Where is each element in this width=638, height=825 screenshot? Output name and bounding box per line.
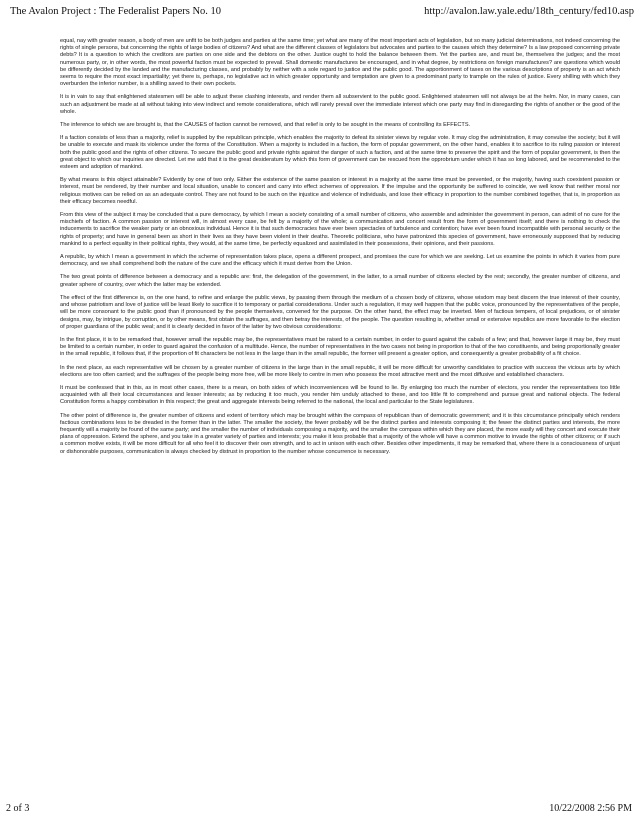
document-body <box>60 38 620 462</box>
paragraph: In the first place, it is to be remarked that, however small the republic may be, the representatives must be raised to a certain number, in order to guard against the cabals of a few; and that, however large it may be, they must be limited to a certain number, in order to guard against the confusion of a multitude. Hence, the number of representatives in the two cases not being in proportion to that of the two constituents, and being proportionally greater in the small republic, it follows that, if the proportion of fit characters be not less in the large than in the small republic, the former will present a greater option, and consequently a greater probability of a fit choice. <box>60 336 620 358</box>
paragraph: The inference to which we are brought is, that the CAUSES of faction cannot be removed, and that relief is only to be sought in the means of controlling its EFFECTS. <box>60 122 471 129</box>
print-timestamp: 10/22/2008 2:56 PM <box>549 803 632 814</box>
paragraph: It is in vain to say that enlightened statesmen will be able to adjust these clashing interests, and render them all subservient to the public good. Enlightened statesmen will not always be at the helm. Nor, in many cases, can such an adjustment be made at all without taking into view indirect and remote considerations, which will rarely prevail over the immediate interest which one party may find in disregarding the rights of another or the good of the whole. <box>60 94 620 115</box>
paragraph: A republic, by which I mean a government in which the scheme of representation takes place, opens a different prospect, and promises the cure for which we are seeking. Let us examine the points in which it varies from pure democracy, and we shall comprehend both the nature of the cure and the efficacy which it must derive from the Union. <box>60 254 620 268</box>
paragraph: The two great points of difference between a democracy and a republic are: first, the delegation of the government, in the latter, to a small number of citizens elected by the rest; secondly, the greater number of citizens, and greater sphere of country, over which the latter may be extended. <box>60 274 620 288</box>
page-header-url: http://avalon.law.yale.edu/18th_century/fed10.asp <box>424 6 634 17</box>
paragraph: If a faction consists of less than a majority, relief is supplied by the republican principle, which enables the majority to defeat its sinister views by regular vote. It may clog the administration, it may convulse the society; but it will be unable to execute and mask its violence under the forms of the Constitution. When a majority is included in a faction, the form of popular government, on the other hand, enables it to sacrifice to its ruling passion or interest both the public good and the rights of other citizens. To secure the public good and private rights against the danger of such a faction, and at the same time to preserve the spirit and the form of popular government, is then the great object to which our inquiries are directed. Let me add that it is the great desideratum by which this form of government can be rescued from the opprobrium under which it has so long labored, and be recommended to the esteem and adoption of mankind. <box>60 135 620 171</box>
paragraph: equal, nay with greater reason, a body of men are unfit to be both judges and parties at the same time; yet what are many of the most important acts of legislation, but so many judicial determinations, not indeed concerning the rights of single persons, but concerning the rights of large bodies of citizens? And what are the different classes of legislators but advocates and parties to the causes which they determine? Is a law proposed concerning private debts? It is a question to which the creditors are parties on one side and the debtors on the other. Justice ought to hold the balance between them. Yet the parties are, and must be, themselves the judges; and the most numerous party, or, in other words, the most powerful faction must be expected to prevail. Shall domestic manufactures be encouraged, and in what degree, by restrictions on foreign manufactures? are questions which would be differently decided by the landed and the manufacturing classes, and probably by neither with a sole regard to justice and the public good. The apportionment of taxes on the various descriptions of property is an act which seems to require the most exact impartiality; yet there is, perhaps, no legislative act in which greater opportunity and temptation are given to a predominant party to trample on the rules of justice. Every shilling with which they overburden the inferior number, is a shilling saved to their own pockets. <box>60 38 620 88</box>
paragraph: By what means is this object attainable? Evidently by one of two only. Either the existence of the same passion or interest in a majority at the same time must be prevented, or the majority, having such coexistent passion or interest, must be rendered, by their number and local situation, unable to concert and carry into effect schemes of oppression. If the impulse and the opportunity be suffered to coincide, we well know that neither moral nor religious motives can be relied on as an adequate control. They are not found to be such on the injustice and violence of individuals, and lose their efficacy in proportion to the number combined together, that is, in proportion as their efficacy becomes needful. <box>60 177 620 205</box>
page-header-title: The Avalon Project : The Federalist Papers No. 10 <box>10 6 222 17</box>
paragraph: The other point of difference is, the greater number of citizens and extent of territory which may be brought within the compass of republican than of democratic government; and it is this circumstance principally which renders factious combinations less to be dreaded in the former than in the latter. The smaller the society, the fewer probably will be the distinct parties and interests composing it; the fewer the distinct parties and interests, the more frequently will a majority be found of the same party; and the smaller the number of individuals composing a majority, and the smaller the compass within which they are placed, the more easily will they concert and execute their plans of oppression. Extend the sphere, and you take in a greater variety of parties and interests; you make it less probable that a majority of the whole will have a common motive to invade the rights of other citizens; or if such a common motive exists, it will be more difficult for all who feel it to discover their own strength, and to act in unison with each other. Besides other impediments, it may be remarked that, where there is a consciousness of unjust or dishonorable purposes, communication is always checked by distrust in proportion to the number whose concurrence is necessary. <box>60 412 620 455</box>
paragraph: From this view of the subject it may be concluded that a pure democracy, by which I mean a society consisting of a small number of citizens, who assemble and administer the government in person, can admit of no cure for the mischiefs of faction. A common passion or interest will, in almost every case, be felt by a majority of the whole; a communication and concert result from the form of government itself; and there is nothing to check the inducements to sacrifice the weaker party or an obnoxious individual. Hence it is that such democracies have ever been spectacles of turbulence and contention; have ever been found incompatible with personal security or the rights of property; and have in general been as short in their lives as they have been violent in their deaths. Theoretic politicians, who have patronized this species of government, have erroneously supposed that by reducing mankind to a perfect equality in their political rights, they would, at the same time, be perfectly equalized and assimilated in their possessions, their opinions, and their passions. <box>60 212 620 247</box>
page-number: 2 of 3 <box>6 803 30 814</box>
paragraph: It must be confessed that in this, as in most other cases, there is a mean, on both sides of which inconveniences will be found to lie. By enlarging too much the number of electors, you render the representatives too little acquainted with all their local circumstances and lesser interests; as by reducing it too much, you render him unduly attached to these, and too little fit to comprehend and pursue great and national objects. The federal Constitution forms a happy combination in this respect; the great and aggregate interests being referred to the national, the local and particular to the State legislatures. <box>60 384 620 406</box>
paragraph: In the next place, as each representative will be chosen by a greater number of citizens in the large than in the small republic, it will be more difficult for unworthy candidates to practice with success the vicious arts by which elections are too often carried; and the suffrages of the people being more free, will be more likely to centre in men who possess the most attractive merit and the most diffusive and established characters. <box>60 364 620 378</box>
paragraph: The effect of the first difference is, on the one hand, to refine and enlarge the public views, by passing them through the medium of a chosen body of citizens, whose wisdom may best discern the true interest of their country, and whose patriotism and love of justice will be least likely to sacrifice it to temporary or partial considerations. Under such a regulation, it may well happen that the public voice, pronounced by the representatives of the people, will be more consonant to the public good than if pronounced by the people themselves, convened for the purpose. On the other hand, the effect may be inverted. Men of factious tempers, of local prejudices, or of sinister designs, may, by intrigue, by corruption, or by other means, first obtain the suffrages, and then betray the interests, of the people. The question resulting is, whether small or extensive republics are more favorable to the election of proper guardians of the public weal; and it is clearly decided in favor of the latter by two obvious considerations: <box>60 294 620 330</box>
